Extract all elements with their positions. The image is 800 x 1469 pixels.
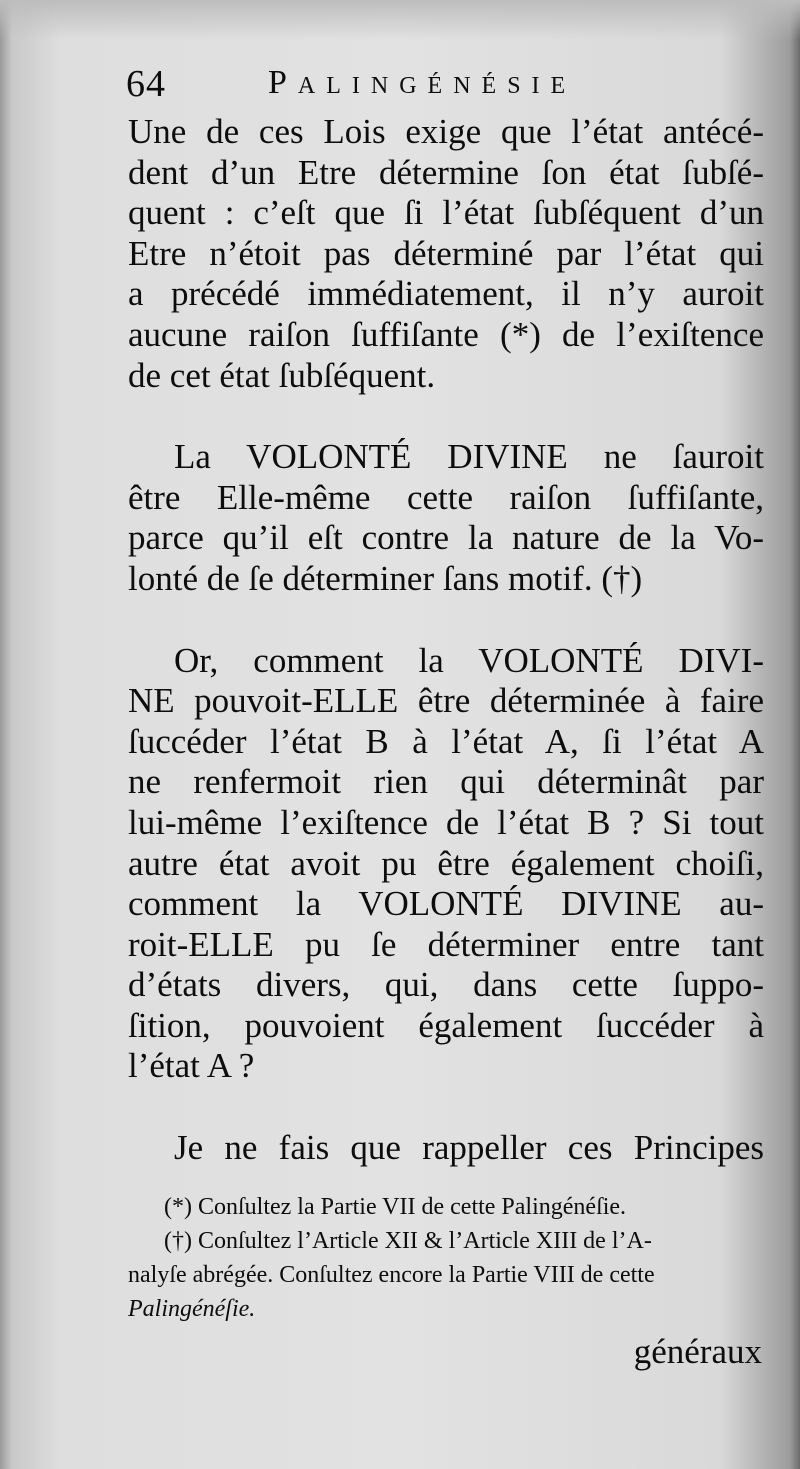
text-line: comment la VOLONTÉ DIVINE au- (128, 884, 764, 924)
text-line: Une de ces Lois exige que l’état antécé- (128, 112, 764, 151)
body-text (128, 112, 764, 1169)
text-line: La VOLONTÉ DIVINE ne ſauroit (174, 437, 764, 477)
catchword: généraux (633, 1332, 762, 1371)
text-line: être Elle-même cette raiſon ſuffiſante, (128, 477, 764, 517)
paragraph-gap (128, 1087, 764, 1128)
text-line: ſuccéder l’état B à l’état A, ſi l’état A (128, 721, 764, 761)
text-line: dent d’un Etre détermine ſon état ſubſé- (128, 152, 764, 192)
footnote-continuation: Palingénéſie. (128, 1296, 256, 1322)
paragraph-gap (128, 396, 764, 437)
text-line: d’états divers, qui, dans cette ſuppo- (128, 965, 764, 1005)
text-line: de cet état ſubſéquent. (128, 355, 436, 395)
text-line: Or, comment la VOLONTÉ DIVI- (174, 640, 764, 680)
footnote: (*) Conſultez la Partie VII de cette Palingénéſie. (164, 1194, 627, 1220)
text-line: NE pouvoit-ELLE être déterminée à faire (128, 681, 764, 721)
text-line: quent : c’eſt que ſi l’état ſubſéquent d’un (128, 193, 764, 233)
page-header (126, 62, 746, 112)
running-title: Palingénésie (268, 64, 577, 101)
text-line: a précédé immédiatement, il n’y auroit (128, 274, 764, 314)
text-line: Etre n’étoit pas déterminé par l’état qui (128, 233, 764, 273)
text-line: ne renfermoit rien qui déterminât par (128, 762, 764, 802)
text-line: roit-ELLE pu ſe déterminer entre tant (128, 924, 764, 964)
text-line: parce qu’il eſt contre la nature de la Vo- (128, 518, 764, 558)
text-line: aucune raiſon ſuffiſante (*) de l’exiſtence (128, 314, 764, 354)
text-line: Je ne fais que rappeller ces Principes (174, 1128, 764, 1168)
footnote-continuation: nalyſe abrégée. Conſultez encore la Partie VIII de cette (128, 1262, 655, 1288)
footnote: (†) Conſultez l’Article XII & l’Article XIII de l’A- (164, 1228, 652, 1254)
footnotes (128, 1190, 764, 1326)
text-line: lonté de ſe déterminer ſans motif. (†) (128, 558, 643, 598)
page-shadow (0, 0, 800, 40)
text-line: ſition, pouvoient également ſuccéder à (128, 1005, 764, 1045)
text-line: autre état avoit pu être également choiſi, (128, 843, 764, 883)
text-line: lui-même l’exiſtence de l’état B ? Si tout (128, 802, 764, 842)
page-number: 64 (126, 63, 166, 105)
paragraph-gap (128, 600, 764, 641)
text-line: l’état A ? (128, 1046, 255, 1086)
